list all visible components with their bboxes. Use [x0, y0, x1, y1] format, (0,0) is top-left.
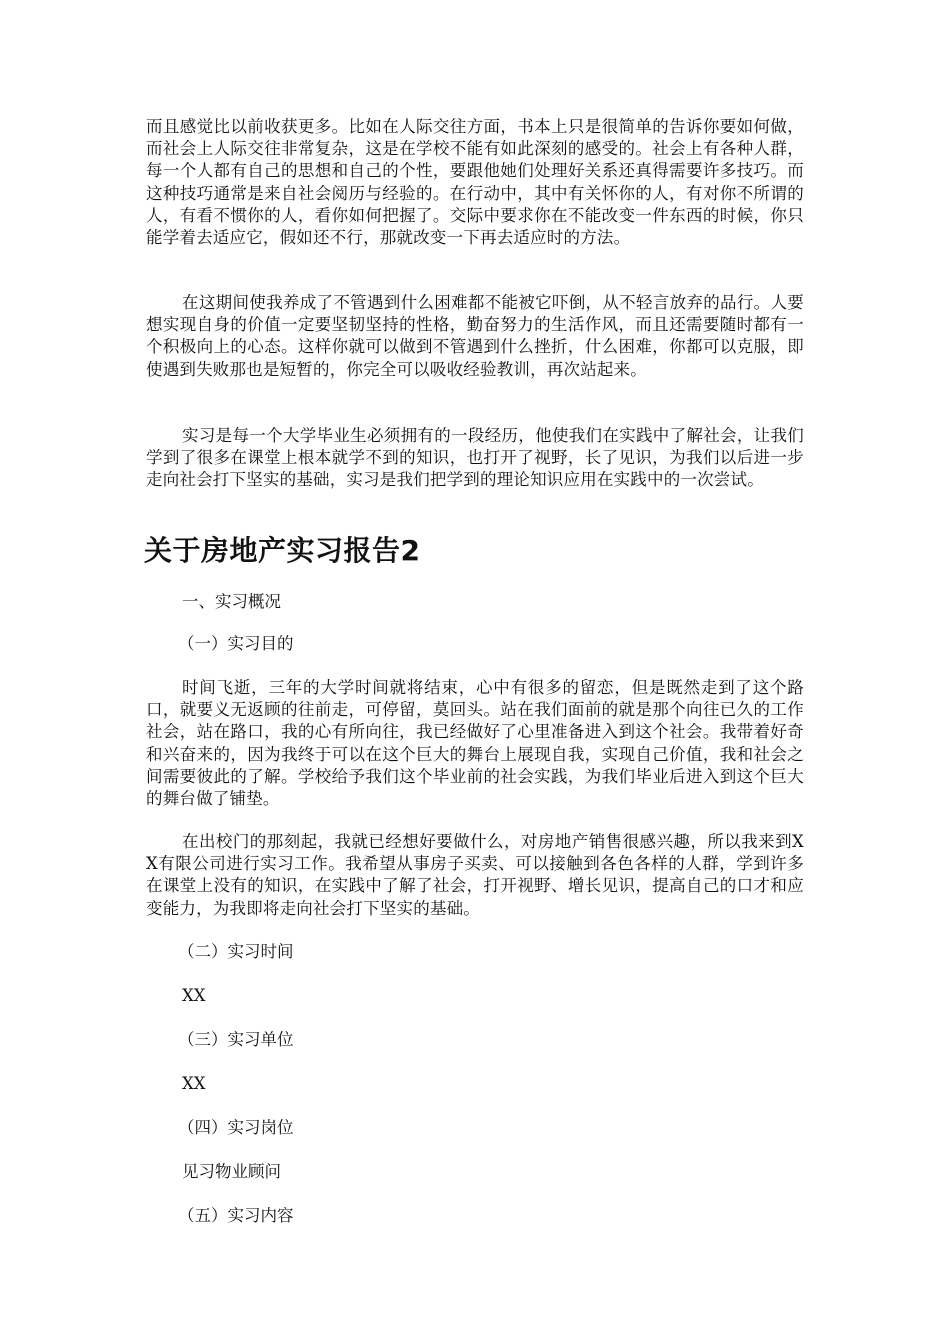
paragraph-motivation: 在出校门的那刻起，我就已经想好要做什么，对房地产销售很感兴趣，所以我来到XX有限公司进行实习工作。我希望从事房子买卖、可以接触到各色各样的人群，学到许多在课堂上没有的知识，在实践中了解了社会，打开视野、增长见识，提高自己的口才和应变能力，为我即将走向社会打下坚实的基础。 [146, 832, 804, 918]
subheading-unit: （三）实习单位 [178, 1030, 294, 1049]
internship-unit-value: XX [182, 1074, 206, 1093]
subheading-position: （四）实习岗位 [178, 1118, 294, 1137]
paragraph-purpose: 时间飞逝，三年的大学时间就将结束，心中有很多的留恋，但是既然走到了这个路口，就要义无返顾的往前走，可停留，莫回头。站在我们面前的就是那个向往已久的工作社会，站在路口，我的心有所向往，我已经做好了心里准备进入到这个社会。我带着好奇和兴奋来的，因为我终于可以在这个巨大的舞台上展现自我，实现自己价值，我和社会之间需要彼此的了解。学校给予我们这个毕业前的社会实践，为我们毕业后进入到这个巨大的舞台做了铺垫。 [146, 678, 804, 809]
internship-time-value: XX [182, 986, 206, 1005]
paragraph-perseverance: 在这期间使我养成了不管遇到什么困难都不能被它吓倒，从不轻言放弃的品行。人要想实现自身的价值一定要坚韧坚持的性格，勤奋努力的生活作风，而且还需要随时都有一个积极向上的心态。这样你就可以做到不管遇到什么挫折，什么困难，你都可以克服，即使遇到失败那也是短暂的，你完全可以吸收经验教训，再次站起来。 [146, 293, 804, 379]
subheading-content: （五）实习内容 [178, 1206, 294, 1225]
subheading-purpose: （一）实习目的 [178, 634, 294, 653]
subheading-time: （二）实习时间 [178, 942, 294, 961]
paragraph-internship-meaning: 实习是每一个大学毕业生必须拥有的一段经历，他使我们在实践中了解社会，让我们学到了很多在课堂上根本就学不到的知识，也打开了视野，长了见识，为我们以后进一步走向社会打下坚实的基础，实习是我们把学到的理论知识应用在实践中的一次尝试。 [146, 426, 804, 490]
overview-heading: 一、实习概况 [182, 592, 281, 611]
paragraph-interpersonal: 而且感觉比以前收获更多。比如在人际交往方面，书本上只是很简单的告诉你要如何做，而社会上人际交往非常复杂，这是在学校不能有如此深刻的感受的。社会上有各种人群，每一个人都有自己的思想和自己的个性，要跟他她们处理好关系还真得需要许多技巧。而这种技巧通常是来自社会阅历与经验的。在行动中，其中有关怀你的人，有对你不所谓的人，有看不惯你的人，看你如何把握了。交际中要求你在不能改变一件东西的时候，你只能学着去适应它，假如还不行，那就改变一下再去适应时的方法。 [146, 117, 804, 248]
internship-position-value: 见习物业顾问 [182, 1162, 281, 1181]
section-heading: 关于房地产实习报告2 [144, 534, 421, 567]
